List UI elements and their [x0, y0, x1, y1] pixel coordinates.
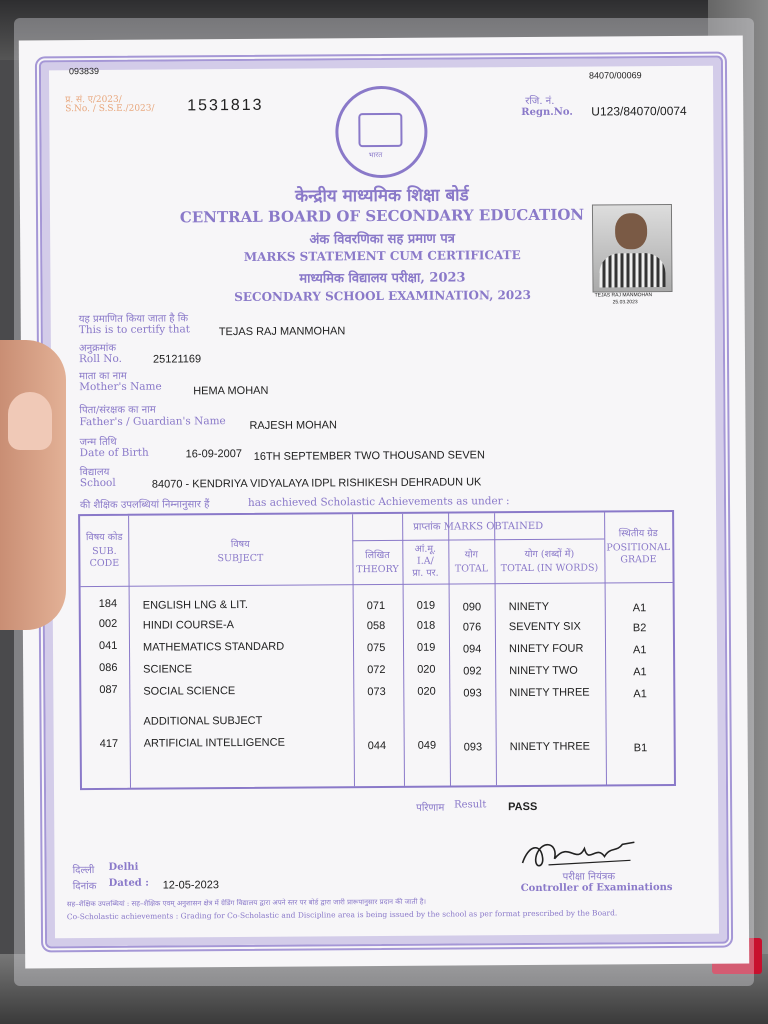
sub-code: 041 — [98, 639, 118, 652]
ia: 018 — [416, 619, 436, 632]
result-label-hi: परिणाम — [416, 802, 445, 814]
total-words: NINETY THREE — [509, 686, 590, 700]
father-label-hi: पिता/संरक्षक का नाम — [79, 404, 156, 417]
dob-in-words: 16TH SEPTEMBER TWO THOUSAND SEVEN — [253, 449, 485, 463]
photo-caption-date: 25.03.2023 — [612, 299, 638, 306]
result-value: PASS — [508, 800, 538, 814]
grade: B1 — [633, 742, 648, 755]
cbse-emblem-icon — [335, 86, 428, 179]
dated-label-en: Dated : — [108, 877, 150, 889]
school-label-hi: विद्यालय — [79, 466, 110, 479]
issue-date: 12-05-2023 — [162, 879, 219, 892]
school-name: 84070 - KENDRIYA VIDYALAYA IDPL RISHIKESH DEHRADUN UK — [151, 476, 482, 491]
th-grade-en: POSITIONAL — [606, 542, 671, 554]
board-title-en: CENTRAL BOARD OF SECONDARY EDUCATION — [179, 205, 585, 227]
th-ia-hi: आं.मू. — [414, 543, 437, 555]
grade: A1 — [632, 602, 647, 615]
total: 076 — [462, 621, 482, 634]
roll-number: 25121169 — [152, 353, 202, 366]
additional-subject-label: ADDITIONAL SUBJECT — [143, 714, 263, 728]
total: 093 — [463, 741, 483, 754]
grade: B2 — [632, 622, 647, 635]
th-grade-hi: स्थितीय ग्रेड — [618, 528, 658, 540]
father-label-en: Father's / Guardian's Name — [79, 415, 226, 429]
marks-table — [78, 510, 676, 790]
exam-title-en: SECONDARY SCHOOL EXAMINATION, 2023 — [234, 287, 531, 305]
theory: 073 — [367, 685, 386, 699]
ia: 020 — [417, 663, 436, 676]
dob-label-en: Date of Birth — [79, 446, 149, 460]
place-hi: दिल्ली — [72, 865, 95, 877]
certify-label-hi: यह प्रमाणित किया जाता है कि — [78, 313, 189, 326]
result-label-en: Result — [454, 799, 487, 811]
total-words: NINETY TWO — [509, 664, 578, 678]
regn-label-hi: रजि. नं. — [525, 95, 555, 108]
subject: SCIENCE — [143, 663, 193, 676]
mother-label-en: Mother's Name — [79, 380, 162, 394]
subject: HINDI COURSE-A — [142, 619, 234, 632]
note-en: Co-Scholastic achievements : Grading for Co-Scholastic and Discipline area is being issued by the school as per format prescribed by the Board. — [66, 908, 618, 922]
date-of-birth: 16-09-2007 — [185, 447, 242, 461]
subject: ENGLISH LNG & LIT. — [142, 598, 248, 612]
th-code-en: SUB. CODE — [89, 545, 120, 570]
mother-label-hi: माता का नाम — [79, 370, 127, 383]
marks-certificate — [19, 35, 749, 968]
roll-label-hi: अनुक्रमांक — [78, 342, 117, 355]
theory: 075 — [366, 641, 386, 655]
total-words: NINETY — [508, 600, 550, 614]
achieved-en: has achieved Scholastic Achievements as under : — [247, 495, 510, 509]
note-hi: सह–शैक्षिक उपलब्धियां : सह–शैक्षिक एवम् अनुशासन क्षेत्र में ग्रेडिंग विद्यालय द्वारा अपने स्तर पर बोर्ड द्वारा जारी प्रारूपानुसार प्रदान की जाती है। — [66, 897, 427, 909]
total-words: NINETY FOUR — [508, 642, 584, 656]
dated-label-hi: दिनांक — [72, 881, 97, 893]
certify-label-en: This is to certify that — [78, 323, 190, 337]
school-label-en: School — [79, 476, 116, 490]
header-row-line — [81, 582, 673, 587]
sub-code: 417 — [99, 737, 119, 750]
th-total-hi: योग — [464, 549, 479, 561]
cert-title-hi: अंक विवरणिका सह प्रमाण पत्र — [309, 231, 455, 248]
mother-name: HEMA MOHAN — [193, 384, 269, 398]
photo-caption-name: TEJAS RAJ MANMOHAN — [594, 292, 653, 299]
dob-label-hi: जन्म तिथि — [79, 436, 117, 449]
theory: 071 — [366, 599, 386, 613]
th-words-en: TOTAL (IN WORDS) — [500, 562, 599, 575]
subject: MATHEMATICS STANDARD — [142, 640, 285, 654]
th-marks-obtained: प्राप्तांक MARKS OBTAINED — [413, 520, 544, 533]
total-words: NINETY THREE — [509, 740, 591, 754]
ia: 049 — [417, 739, 437, 752]
grade: A1 — [632, 644, 647, 657]
sub-code: 087 — [99, 683, 118, 696]
th-subject-hi: विषय — [230, 538, 250, 551]
controller-label-hi: परीक्षा नियंत्रक — [562, 871, 616, 883]
cert-ref-hi: प्र. सं. ए/2023/ — [65, 94, 122, 106]
subject: ARTIFICIAL INTELLIGENCE — [143, 736, 285, 750]
total: 094 — [462, 643, 482, 656]
holding-hand — [0, 340, 66, 630]
theory: 072 — [367, 663, 386, 677]
cert-ref-en: S.No. / S.S.E./2023/ — [65, 103, 155, 115]
th-theory-hi: लिखित — [365, 549, 390, 562]
controller-label-en: Controller of Examinations — [520, 881, 673, 895]
subject: SOCIAL SCIENCE — [143, 685, 236, 698]
sub-code: 086 — [99, 661, 118, 674]
regn-label-en: Regn.No. — [521, 106, 573, 119]
th-ia-en: I.A/ — [416, 555, 434, 567]
student-name: TEJAS RAJ MANMOHAN — [218, 325, 346, 339]
ia: 020 — [417, 685, 436, 698]
ia: 019 — [416, 641, 436, 654]
total: 093 — [463, 687, 482, 700]
regn-number: U123/84070/0074 — [591, 103, 687, 119]
th-grade-en2: GRADE — [620, 554, 657, 566]
controller-signature — [518, 834, 638, 873]
exam-title-hi: माध्यमिक विद्यालय परीक्षा, 2023 — [299, 270, 466, 287]
sub-code: 002 — [98, 617, 118, 630]
board-title-hi: केन्द्रीय माध्यमिक शिक्षा बोर्ड — [295, 185, 469, 207]
student-photo — [592, 204, 673, 293]
seal-text: भारत — [368, 151, 383, 160]
serial-right: 84070/00069 — [588, 70, 642, 81]
certificate-number: 1531813 — [187, 96, 264, 115]
row-line — [352, 538, 604, 541]
cert-title-en: MARKS STATEMENT CUM CERTIFICATE — [243, 248, 521, 264]
theory: 058 — [366, 619, 386, 633]
achieved-hi: की शैक्षिक उपलब्धियां निम्नानुसार हैं — [79, 499, 210, 512]
th-total-en: TOTAL — [454, 563, 489, 575]
place-en: Delhi — [108, 861, 139, 873]
total-words: SEVENTY SIX — [508, 620, 581, 634]
roll-label-en: Roll No. — [78, 352, 122, 366]
total: 092 — [463, 665, 482, 678]
th-code-hi: विषय कोड — [85, 531, 123, 544]
th-subject-en: SUBJECT — [217, 552, 264, 565]
grade: A1 — [633, 688, 647, 701]
ia: 019 — [416, 599, 436, 612]
th-ia-hi2: प्रा. पर. — [412, 567, 439, 579]
serial-left: 093839 — [68, 65, 100, 77]
grade: A1 — [633, 666, 647, 679]
total: 090 — [462, 601, 482, 614]
th-words-hi: योग (शब्दों में) — [524, 548, 575, 561]
father-name: RAJESH MOHAN — [249, 419, 337, 432]
theory: 044 — [367, 739, 387, 753]
sub-code: 184 — [98, 597, 118, 610]
th-theory-en: THEORY — [356, 563, 399, 576]
